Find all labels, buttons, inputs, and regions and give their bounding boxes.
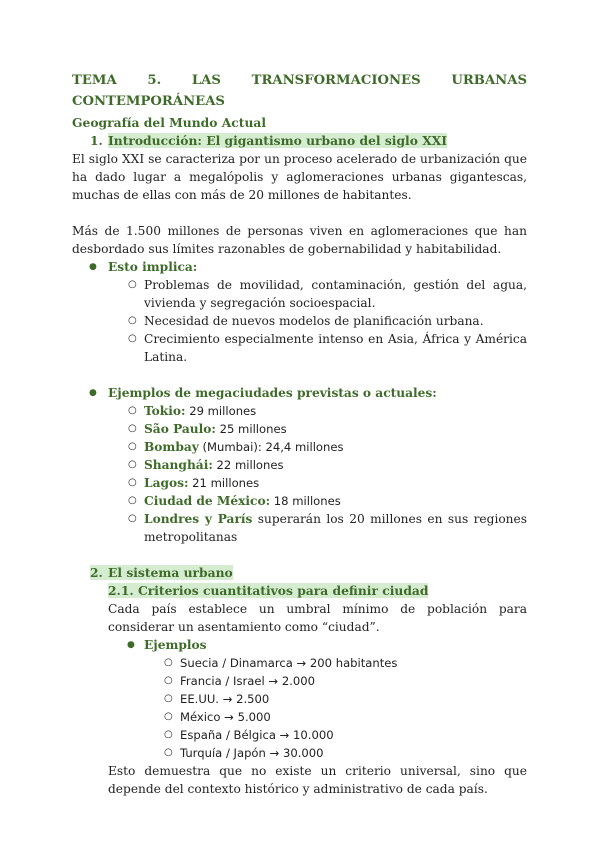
section-number: 1. <box>90 133 103 148</box>
circle-bullet-icon: ○ <box>128 495 137 506</box>
circle-bullet-icon: ○ <box>128 423 137 434</box>
arrow-icon: → <box>224 710 234 724</box>
document-page <box>72 70 527 798</box>
list-item: ● Esto implica: <box>89 260 198 274</box>
circle-bullet-icon: ○ <box>164 711 173 722</box>
arrow-icon: → <box>279 728 290 742</box>
circle-bullet-icon: ○ <box>128 513 137 524</box>
circle-bullet-icon: ○ <box>164 657 173 668</box>
title-word: 5. <box>147 73 162 88</box>
list-item: ○ Bombay (Mumbai): 24,4 millones <box>128 440 344 454</box>
list-item: ● Ejemplos de megaciudades previstas o actuales: <box>89 386 437 400</box>
bullet-icon: ● <box>89 388 97 398</box>
title-word: TEMA <box>72 73 117 88</box>
list-item: ○ Turquía / Japón → 30.000 <box>164 746 324 760</box>
list-item: ○ Ciudad de México: 18 millones <box>128 494 341 508</box>
bullet-icon: ● <box>89 262 97 272</box>
arrow-icon: → <box>268 674 279 688</box>
list-item: ● Ejemplos <box>127 638 207 652</box>
section-title: 2. El sistema urbano <box>90 565 233 580</box>
circle-bullet-icon: ○ <box>128 405 137 416</box>
list-item: ○ España / Bélgica → 10.000 <box>164 728 334 742</box>
title-word: TRANSFORMACIONES <box>251 73 421 88</box>
threshold-list <box>72 636 527 762</box>
circle-bullet-icon: ○ <box>164 747 173 758</box>
paragraph: El siglo XXI se caracteriza por un proceso acelerado de urbanización que ha dado lugar a megalópolis y aglomeraciones urbanas gigantescas, muchas de ellas con más de 20 millones de habitantes. <box>72 152 527 202</box>
doc-title-line2: CONTEMPORÁNEAS <box>72 94 225 109</box>
megacities-list <box>72 384 527 546</box>
circle-bullet-icon: ○ <box>128 315 137 326</box>
paragraph: Esto demuestra que no existe un criterio universal, sino que depende del contexto histórico y administrativo de cada país. <box>108 764 527 796</box>
arrow-icon: → <box>222 692 233 706</box>
arrow-icon: → <box>296 656 307 670</box>
arrow-icon: → <box>269 746 280 760</box>
subsection-heading: 2.1. Criterios cuantitativos para definir ciudad <box>108 583 429 598</box>
section-2-heading <box>72 564 527 582</box>
list-item: ○ Suecia / Dinamarca → 200 habitantes <box>164 656 398 670</box>
paragraph: Más de 1.500 millones de personas viven en aglomeraciones que han desbordado sus límites razonables de gobernabilidad y habitabilidad. <box>72 224 527 256</box>
section-title: Introducción: El gigantismo urbano del siglo XXI <box>108 133 448 148</box>
circle-bullet-icon: ○ <box>128 333 137 344</box>
circle-bullet-icon: ○ <box>128 477 137 488</box>
paragraph: Cada país establece un umbral mínimo de población para considerar un asentamiento como “ciudad”. <box>108 602 527 634</box>
doc-title-line1 <box>72 70 527 91</box>
list-item: ○ México → 5.000 <box>164 710 271 724</box>
section-1-heading <box>72 132 527 150</box>
implica-list <box>72 258 527 366</box>
list-item: ○ São Paulo: 25 millones <box>128 422 287 436</box>
circle-bullet-icon: ○ <box>128 441 137 452</box>
list-item: ○ Tokio: 29 millones <box>128 404 257 418</box>
list-item: ○ Francia / Israel → 2.000 <box>164 674 316 688</box>
circle-bullet-icon: ○ <box>164 675 173 686</box>
circle-bullet-icon: ○ <box>164 729 173 740</box>
doc-subtitle: Geografía del Mundo Actual <box>72 115 267 130</box>
list-item: ○ Lagos: 21 millones <box>128 476 260 490</box>
circle-bullet-icon: ○ <box>128 459 137 470</box>
bullet-icon: ● <box>127 640 135 650</box>
list-item: ○ Londres y París superarán los 20 millones en sus regiones metropolitanas <box>128 512 527 544</box>
section-number: 2. <box>90 565 103 580</box>
title-word: LAS <box>191 73 221 88</box>
list-item: ○ Crecimiento especialmente intenso en Asia, África y América Latina. <box>128 332 527 364</box>
circle-bullet-icon: ○ <box>128 279 137 290</box>
title-word: URBANAS <box>451 73 527 88</box>
list-item: ○ EE.UU. → 2.500 <box>164 692 270 706</box>
list-item: ○ Shanghái: 22 millones <box>128 458 284 472</box>
list-item: ○ Problemas de movilidad, contaminación, gestión del agua, vivienda y segregación socioespacial. <box>128 278 527 310</box>
list-item: ○ Necesidad de nuevos modelos de planificación urbana. <box>128 314 484 328</box>
circle-bullet-icon: ○ <box>164 693 173 704</box>
